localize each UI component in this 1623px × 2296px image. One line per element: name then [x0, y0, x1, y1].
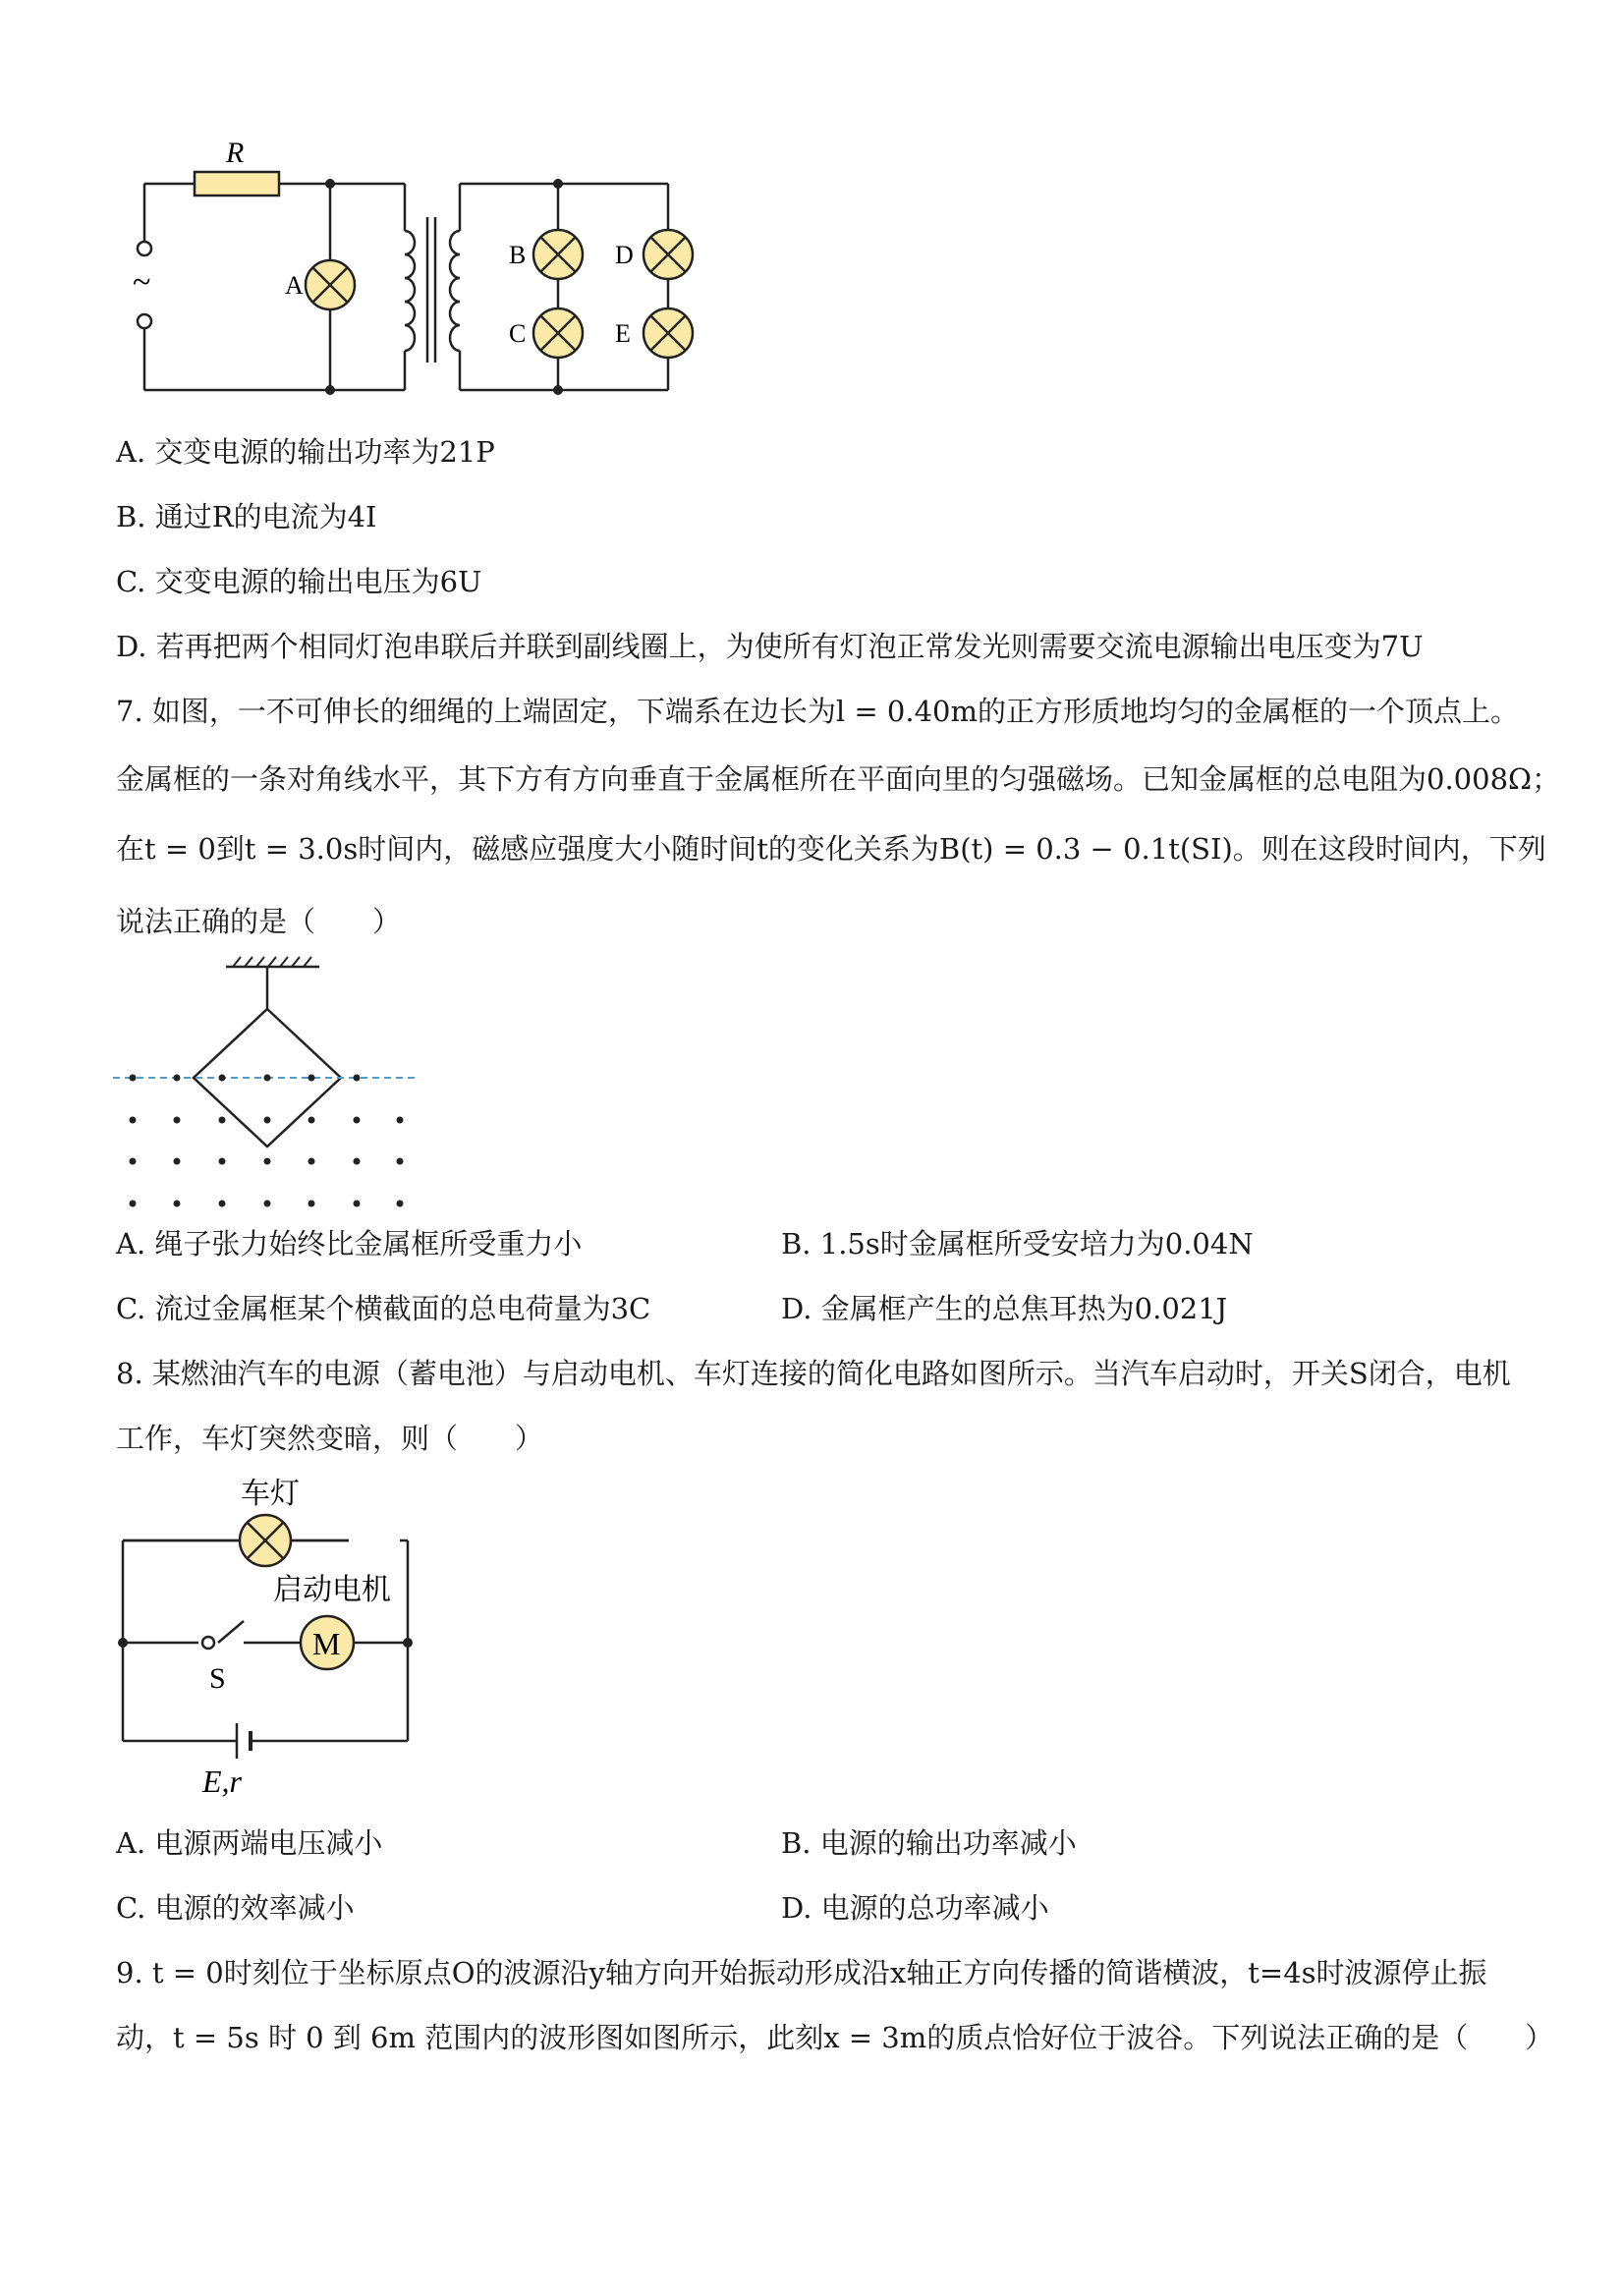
q7-option-c: C. 流过金属框某个横截面的总电荷量为3C — [116, 1292, 651, 1325]
q7-option-d: D. 金属框产生的总焦耳热为0.021J — [781, 1292, 1228, 1325]
q8-option-c: C. 电源的效率减小 — [116, 1891, 355, 1925]
q9-stem-line-2: 动，t = 5s 时 0 到 6m 范围内的波形图如图所示，此刻x = 3m的质点恰好位于波谷。下列说法正确的是（ ） — [116, 2021, 1554, 2054]
q7-option-a: A. 绳子张力始终比金属框所受重力小 — [116, 1227, 583, 1260]
battery-label: E,r — [202, 1764, 242, 1799]
bulb-c-label: C — [509, 319, 527, 348]
motor-icon — [301, 1616, 354, 1669]
q7-stem-line-4: 说法正确的是（ ） — [116, 905, 402, 938]
bulb-e-icon — [644, 308, 693, 358]
q6-option-d: D. 若再把两个相同灯泡串联后并联到副线圈上，为使所有灯泡正常发光则需要交流电源输出电压变为7U — [116, 630, 1424, 663]
bulb-b-icon — [533, 230, 583, 279]
q6-option-b: B. 通过R的电流为4I — [116, 500, 377, 533]
magnetic-field-dots — [130, 1075, 404, 1207]
q7-stem-line-1: 7. 如图，一不可伸长的细绳的上端固定，下端系在边长为l = 0.40m的正方形质地均匀的金属框的一个顶点上。 — [116, 695, 1519, 728]
resistor-label: R — [226, 137, 245, 169]
motor-symbol: M — [312, 1626, 341, 1661]
q7-stem-line-2: 金属框的一条对角线水平，其下方有方向垂直于金属框所在平面向里的匀强磁场。已知金属框的总电阻为0.008Ω； — [116, 762, 1561, 796]
bulb-d-label: D — [615, 241, 634, 269]
ac-source-symbol: ~ — [133, 264, 151, 301]
square-frame-field-diagram — [113, 953, 427, 1218]
car-lamp-icon — [240, 1515, 291, 1566]
switch-label: S — [209, 1662, 226, 1695]
resistor-r — [195, 172, 279, 196]
motor-label: 启动电机 — [273, 1574, 391, 1606]
q8-option-b: B. 电源的输出功率减小 — [781, 1826, 1077, 1860]
switch-s-icon — [202, 1637, 214, 1649]
bulb-a-icon — [306, 260, 355, 309]
bulb-d-icon — [644, 230, 693, 279]
q9-stem-line-1: 9. t = 0时刻位于坐标原点O的波源沿y轴方向开始振动形成沿x轴正方向传播的简谐横波，t=4s时波源停止振 — [116, 1956, 1487, 1989]
q7-option-b: B. 1.5s时金属框所受安培力为0.04N — [781, 1227, 1254, 1260]
bulb-a-label: A — [285, 271, 304, 300]
lamp-label: 车灯 — [241, 1478, 300, 1510]
bulb-b-label: B — [509, 241, 527, 269]
transformer-circuit-diagram — [128, 133, 698, 408]
bulb-c-icon — [533, 308, 583, 358]
q8-option-a: A. 电源两端电压减小 — [116, 1826, 383, 1860]
q8-stem-line-2: 工作，车灯突然变暗，则（ ） — [116, 1422, 544, 1455]
q7-stem-line-3: 在t = 0到t = 3.0s时间内，磁感应强度大小随时间t的变化关系为B(t) = 0.3 − 0.1t(SI)。则在这段时间内，下列 — [116, 832, 1546, 866]
q6-option-a: A. 交变电源的输出功率为21P — [116, 435, 495, 469]
q8-stem-line-1: 8. 某燃油汽车的电源（蓄电池）与启动电机、车灯连接的简化电路如图所示。当汽车启动时，开关S闭合，电机 — [116, 1357, 1511, 1390]
q6-option-c: C. 交变电源的输出电压为6U — [116, 565, 482, 598]
q8-option-d: D. 电源的总功率减小 — [781, 1891, 1049, 1925]
car-circuit-diagram — [108, 1474, 432, 1808]
bulb-e-label: E — [615, 319, 631, 348]
